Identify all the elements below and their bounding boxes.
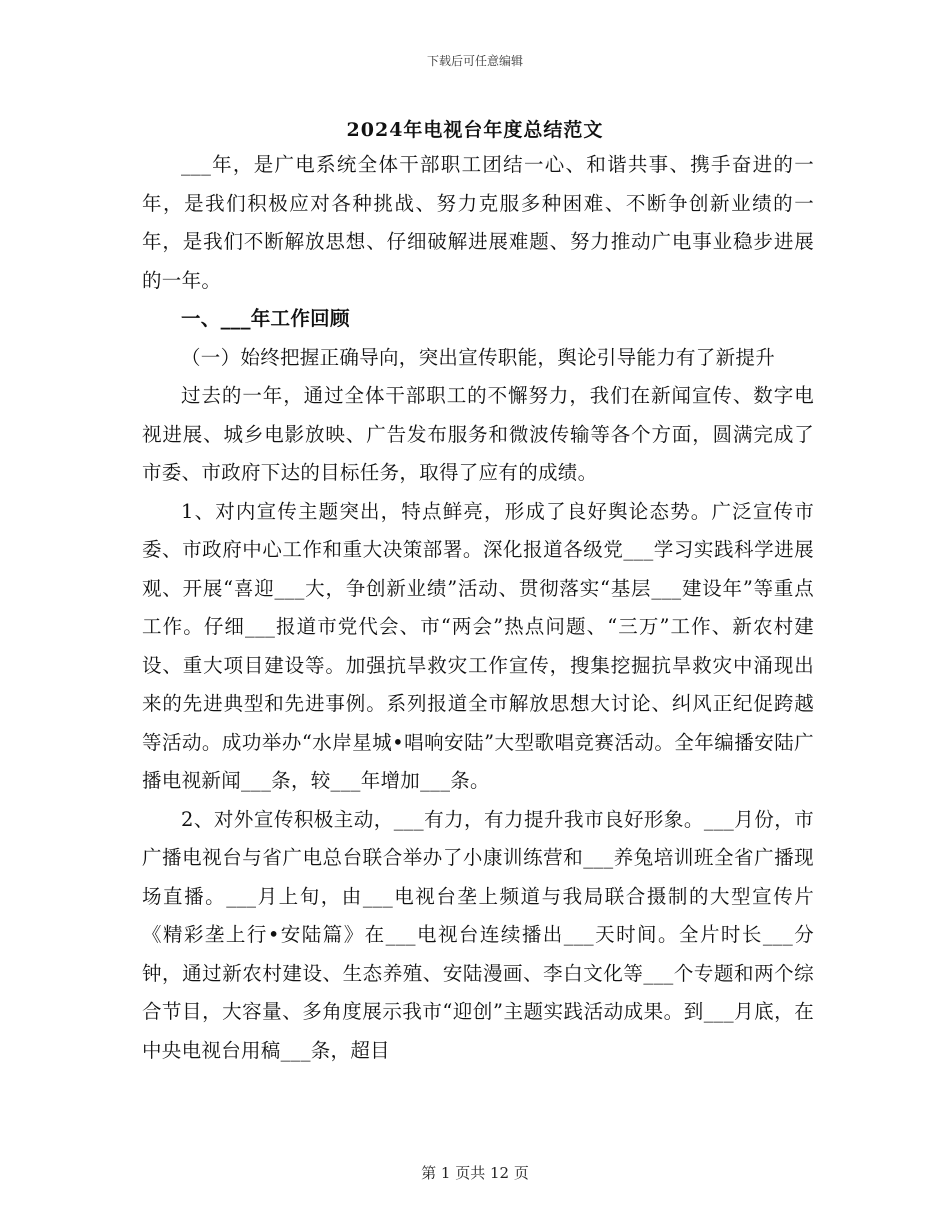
document-title: 2024年电视台年度总结范文 <box>346 119 604 141</box>
section-heading-review: 一、___年工作回顾 <box>181 307 350 330</box>
page-header-note: 下载后可任意编辑 <box>426 54 523 68</box>
external-publicity-paragraph: 2、对外宣传积极主动，___有力，有力提升我市良好形象。___月份，市广播电视台与省广电总台联合举办了小康训练营和___养兔培训班全省广播现场直播。___月上旬，由___电视台垄上频道与我局联合摄制的大型宣传片《精彩垄上行•安陆篇》在___电视台连续播出___天时间。全片时长___分钟，通过新农村建设、生态养殖、安陆漫画、李白文化等___个专题和两个综合节目，大容量、多角度展示我市“迎创”主题实践活动成果。到___月底，在中央电视台用稿___条，超目 <box>142 807 814 1062</box>
document-body <box>142 146 814 1070</box>
summary-paragraph: 过去的一年，通过全体干部职工的不懈努力，我们在新闻宣传、数字电视进展、城乡电影放映、广告发布服务和微波传输等各个方面，圆满完成了市委、市政府下达的目标任务，取得了应有的成绩。 <box>142 384 814 484</box>
intro-paragraph: ___年，是广电系统全体干部职工团结一心、和谐共事、携手奋进的一年，是我们积极应对各种挑战、努力克服多种困难、不断争创新业绩的一年，是我们不断解放思想、仔细破解进展难题、努力推动广电事业稳步进展的一年。 <box>142 153 814 292</box>
internal-publicity-paragraph: 1、对内宣传主题突出，特点鲜亮，形成了良好舆论态势。广泛宣传市委、市政府中心工作和重大决策部署。深化报道各级党___学习实践科学进展观、开展“喜迎___大，争创新业绩”活动、贯彻落实“基层___建设年”等重点工作。仔细___报道市党代会、市“两会”热点问题、“三万”工作、新农村建设、重大项目建设等。加强抗旱救灾工作宣传，搜集挖掘抗旱救灾中涌现出来的先进典型和先进事例。系列报道全市解放思想大讨论、纠风正纪促跨越等活动。成功举办“水岸星城•唱响安陆”大型歌唱竞赛活动。全年编播安陆广播电视新闻___条，较___年增加___条。 <box>142 499 814 792</box>
page-number-footer: 第 1 页共 12 页 <box>421 1164 529 1182</box>
subsection-heading-guidance: （一）始终把握正确导向，突出宣传职能，舆论引导能力有了新提升 <box>181 345 776 369</box>
